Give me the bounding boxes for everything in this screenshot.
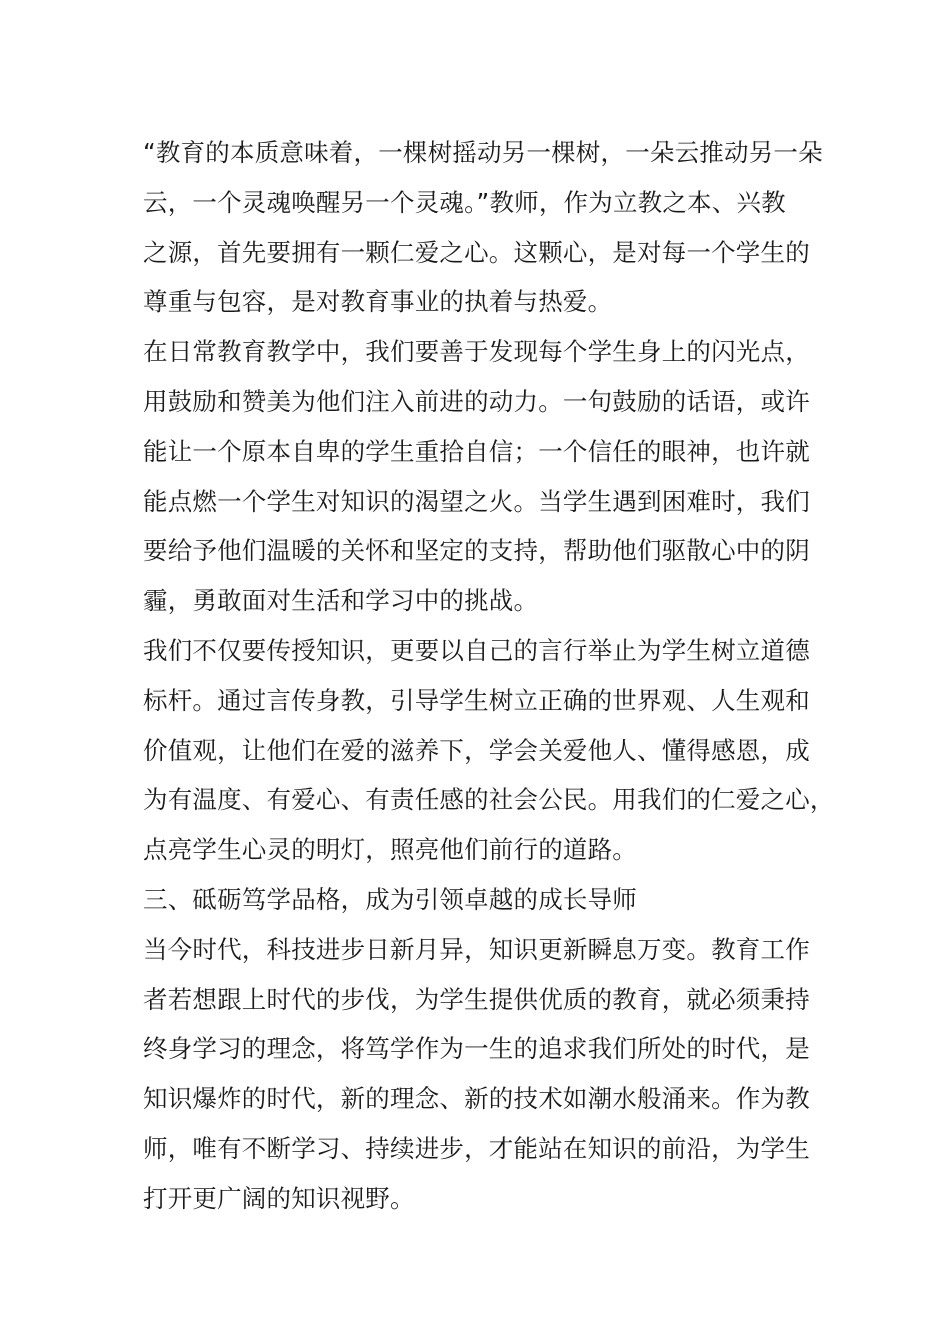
text-line: 能点燃一个学生对知识的渴望之火。当学生遇到困难时，我们 <box>143 486 810 516</box>
text-line: 师，唯有不断学习、持续进步，才能站在知识的前沿，为学生 <box>143 1133 810 1163</box>
text-line: 云，一个灵魂唤醒另一个灵魂。”教师，作为立教之本、兴教 <box>143 187 786 217</box>
text-line: 为有温度、有爱心、有责任感的社会公民。用我们的仁爱之心， <box>143 785 835 815</box>
body-text <box>143 128 833 1224</box>
text-line: 用鼓励和赞美为他们注入前进的动力。一句鼓励的话语，或许 <box>143 386 810 416</box>
text-line: 之源，首先要拥有一颗仁爱之心。这颗心，是对每一个学生的 <box>143 237 810 267</box>
text-line: 终身学习的理念，将笃学作为一生的追求我们所处的时代，是 <box>143 1034 810 1064</box>
text-line: 要给予他们温暖的关怀和坚定的支持，帮助他们驱散心中的阴 <box>143 536 810 566</box>
text-line: 价值观，让他们在爱的滋养下，学会关爱他人、懂得感恩，成 <box>143 735 810 765</box>
text-line: “教育的本质意味着，一棵树摇动另一棵树，一朵云推动另一朵 <box>143 138 823 167</box>
section-heading: 三、砥砺笃学品格，成为引领卓越的成长导师 <box>143 884 637 914</box>
text-line: 当今时代，科技进步日新月异，知识更新瞬息万变。教育工作 <box>143 934 810 964</box>
text-line: 点亮学生心灵的明灯，照亮他们前行的道路。 <box>143 835 637 865</box>
text-line: 在日常教育教学中，我们要善于发现每个学生身上的闪光点， <box>143 337 810 367</box>
text-line: 我们不仅要传授知识，更要以自己的言行举止为学生树立道德 <box>143 635 810 665</box>
text-line: 知识爆炸的时代，新的理念、新的技术如潮水般涌来。作为教 <box>143 1084 810 1114</box>
text-line: 标杆。通过言传身教，引导学生树立正确的世界观、人生观和 <box>143 685 810 715</box>
text-line: 打开更广阔的知识视野。 <box>143 1183 415 1213</box>
text-line: 者若想跟上时代的步伐，为学生提供优质的教育，就必须秉持 <box>143 984 810 1014</box>
text-line: 能让一个原本自卑的学生重拾自信；一个信任的眼神，也许就 <box>143 436 810 466</box>
text-line: 尊重与包容，是对教育事业的执着与热爱。 <box>143 287 613 317</box>
text-line: 霾，勇敢面对生活和学习中的挑战。 <box>143 586 539 616</box>
